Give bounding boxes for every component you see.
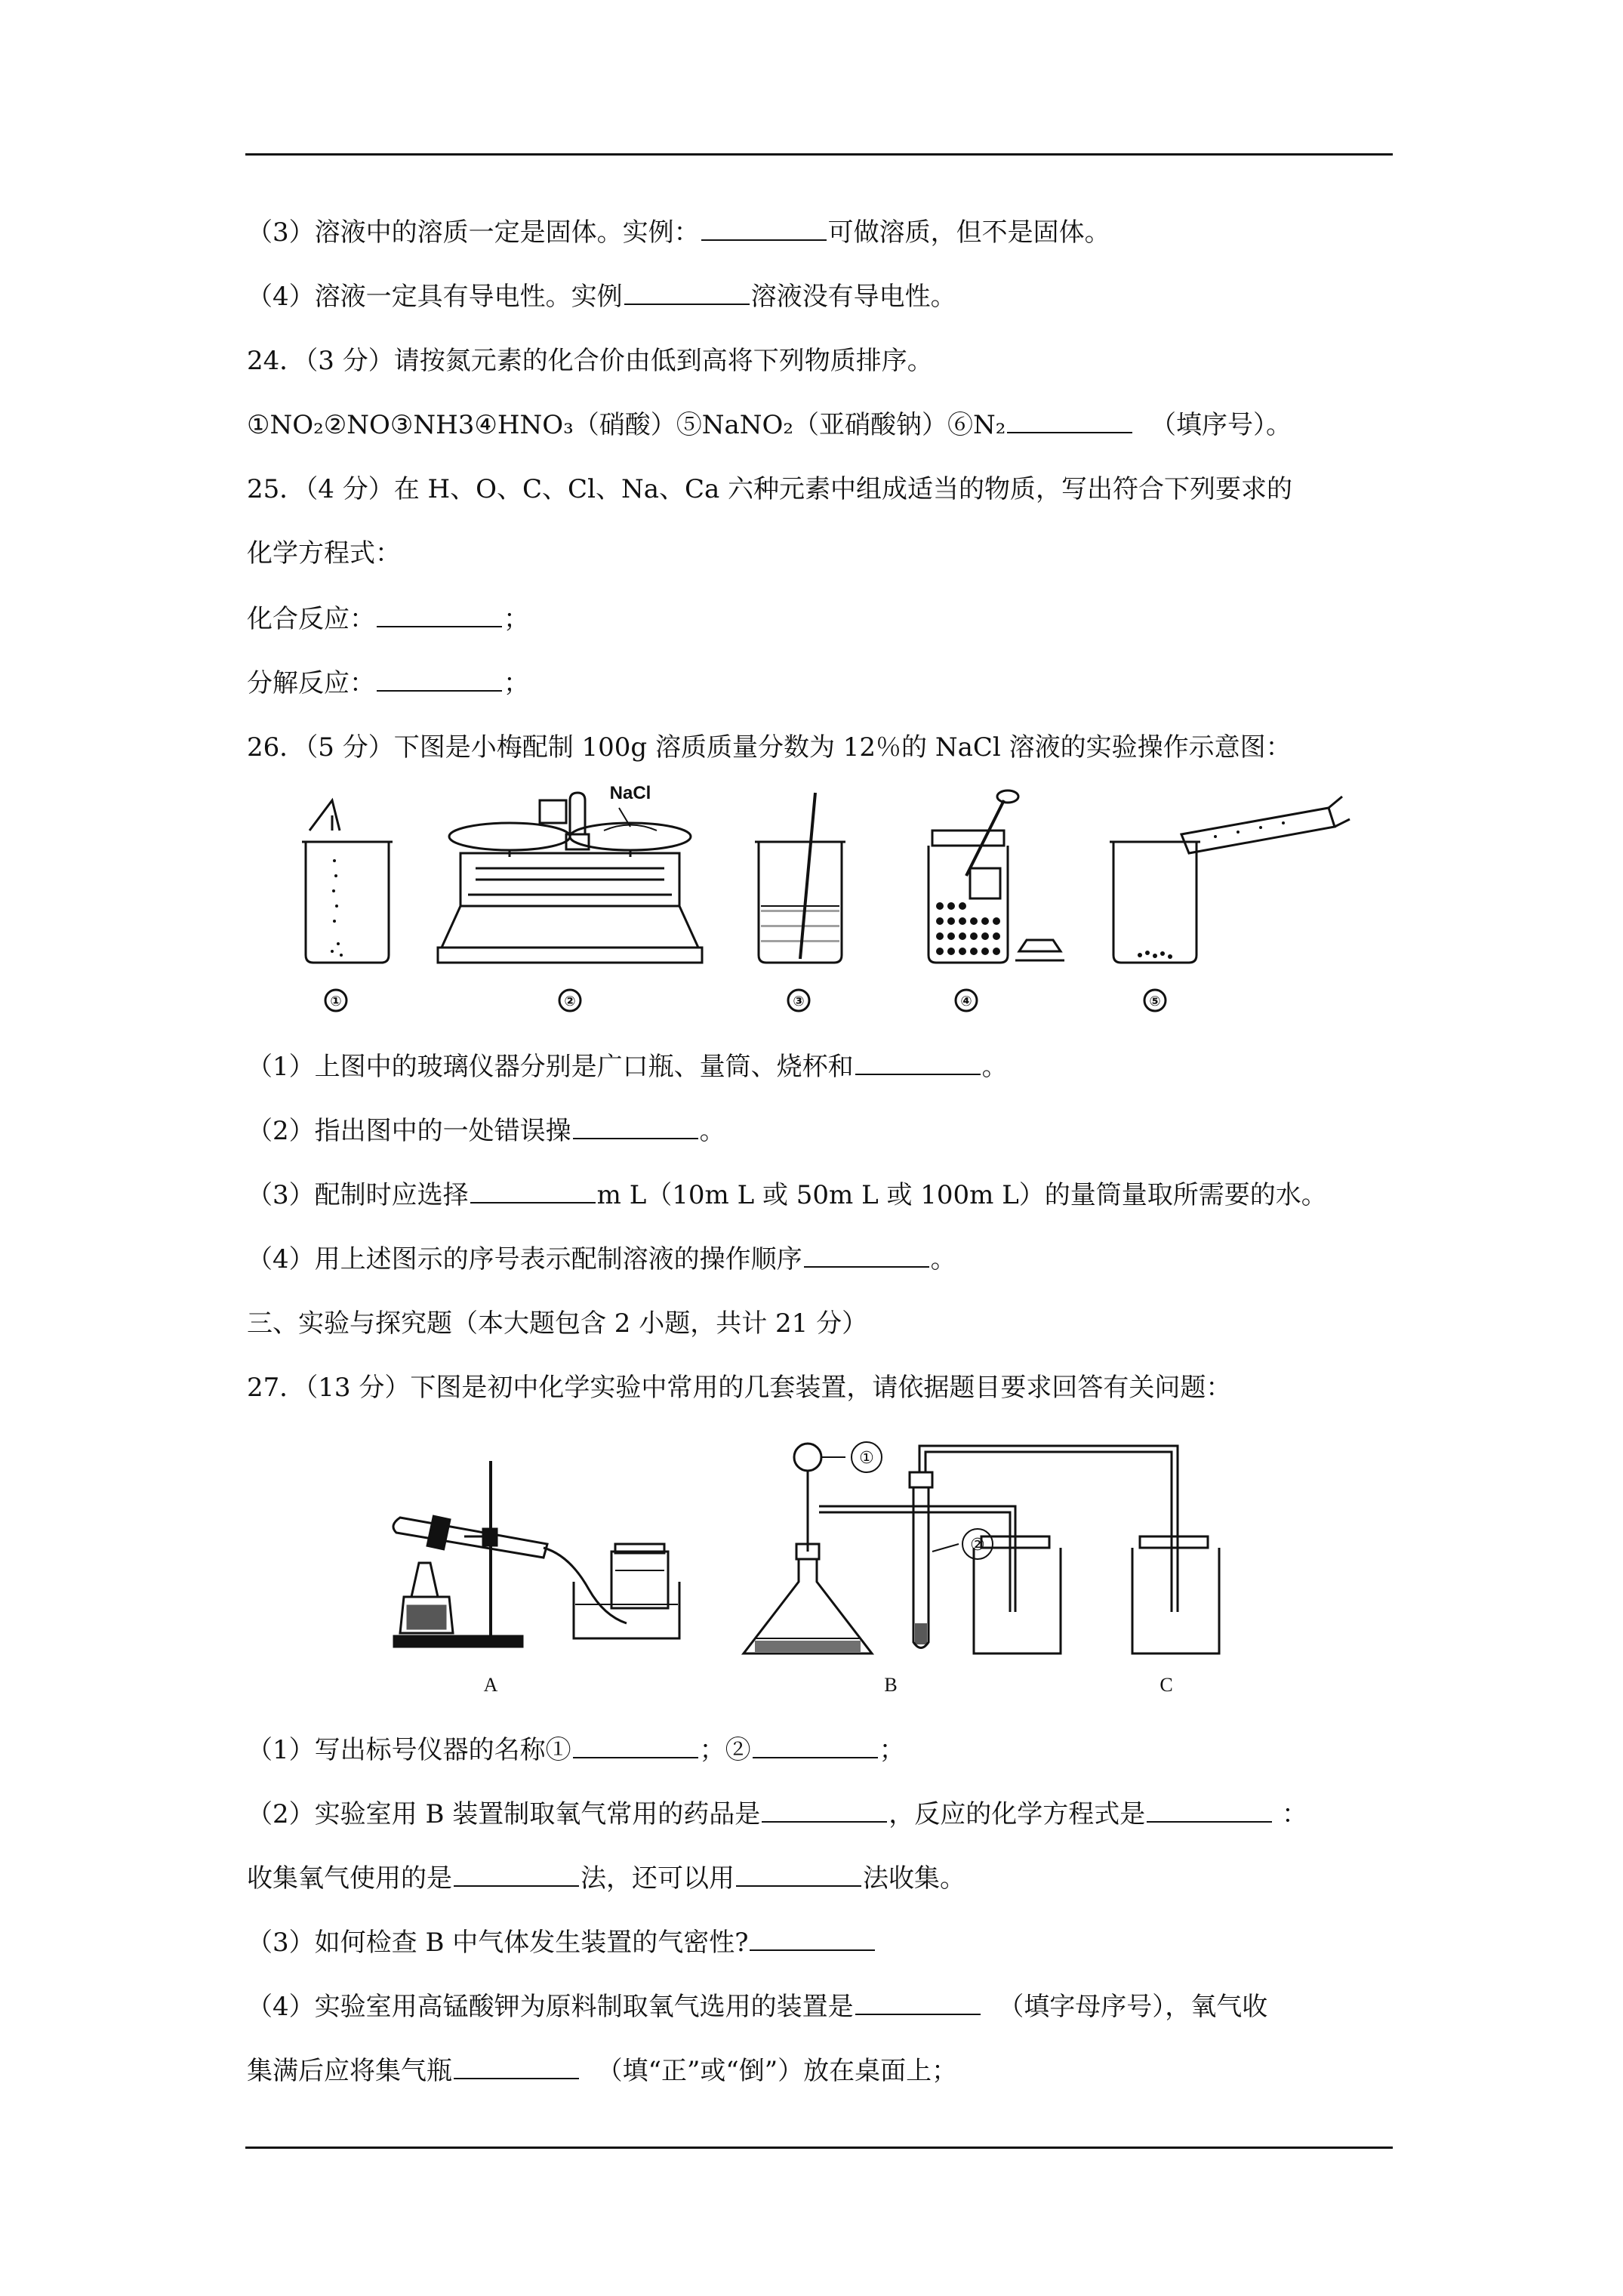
q27-item4-text: （4）实验室用高锰酸钾为原料制取氧气选用的装置是 [247, 1992, 854, 2022]
q27-item2-mid: ，反应的化学方程式是 [888, 1799, 1146, 1829]
answer-blank[interactable] [753, 1734, 878, 1758]
q26-item1-tail: 。 [981, 1052, 1008, 1082]
answer-blank[interactable] [377, 667, 502, 692]
bottom-rule [245, 2147, 1393, 2149]
q25-title [247, 472, 1292, 507]
q26-item1 [247, 1049, 1008, 1084]
section-3-text: 三、实验与探究题（本大题包含 2 小题，共计 21 分） [247, 1308, 868, 1339]
step-label-3: ③ [793, 994, 805, 1009]
q27-item1-tail: ； [879, 1735, 905, 1765]
q26-item4 [247, 1242, 956, 1277]
nacl-label: NaCl [609, 785, 651, 803]
q27-item2-cont-mid: 法，还可以用 [581, 1863, 735, 1894]
step-label-5: ⑤ [1149, 994, 1161, 1009]
semicolon: ； [504, 604, 529, 634]
answer-blank[interactable] [1007, 409, 1132, 433]
apparatus-label-c: C [1160, 1674, 1173, 1696]
answer-blank[interactable] [377, 603, 502, 627]
q26-item3 [247, 1178, 1327, 1213]
q27-item2-colon: ： [1282, 1799, 1308, 1829]
figure-gas-apparatus [385, 1431, 1261, 1703]
apparatus-label-b: B [884, 1674, 898, 1696]
apparatus-label-a: A [483, 1674, 498, 1696]
q27-item4-cont-text: 集满后应将集气瓶 [247, 2056, 452, 2086]
q26-item2-tail: 。 [699, 1116, 725, 1146]
q26-item1-text: （1）上图中的玻璃仪器分别是广口瓶、量筒、烧杯和 [247, 1052, 854, 1082]
beaker-with-rod-icon [755, 793, 845, 963]
q26-item4-text: （4）用上述图示的序号表示配制溶液的操作顺序 [247, 1244, 802, 1274]
step-label-2: ② [564, 994, 576, 1009]
q25-title2 [247, 536, 401, 571]
q24-title [247, 344, 933, 378]
q25-title-text: 25．（4 分）在 H、O、C、Cl、Na、Ca 六种元素中组成适当的物质，写出符合下列要求的 [247, 474, 1293, 504]
step-label-4: ④ [960, 994, 972, 1009]
q27-item1-text: （1）写出标号仪器的名称① [247, 1735, 571, 1765]
q25-combination-label: 化合反应： [247, 604, 375, 634]
answer-blank[interactable] [624, 281, 750, 305]
callout-1: ① [859, 1449, 874, 1468]
cylinder-pouring-icon [1110, 797, 1350, 963]
answer-blank[interactable] [470, 1179, 596, 1203]
q25-decomposition [247, 666, 529, 701]
semicolon: ； [504, 668, 529, 698]
q27-item2-cont-text: 收集氧气使用的是 [247, 1863, 452, 1894]
q27-item2-cont-tail: 法收集。 [863, 1863, 965, 1894]
q26-item2 [247, 1114, 725, 1148]
step-label-1: ① [330, 994, 342, 1009]
q23-item4 [247, 279, 956, 314]
answer-blank[interactable] [573, 1115, 698, 1139]
apparatus-b-icon [744, 1444, 1061, 1653]
balance-icon [438, 793, 702, 963]
apparatus-c-icon [910, 1446, 1219, 1653]
apparatus-a-icon [393, 1461, 679, 1647]
answer-blank[interactable] [804, 1244, 929, 1268]
q27-item2-text: （2）实验室用 B 装置制取氧气常用的药品是 [247, 1799, 761, 1829]
q26-title [247, 730, 1292, 765]
answer-blank[interactable] [701, 217, 827, 241]
q23-item4-text: （4）溶液一定具有导电性。实例 [247, 282, 623, 312]
q25-combination [247, 602, 529, 636]
answer-blank[interactable] [855, 1051, 981, 1075]
q26-title-text: 26．（5 分）下图是小梅配制 100g 溶质质量分数为 12％的 NaCl 溶液的实验操作示意图： [247, 732, 1292, 763]
q23-item3 [247, 215, 1110, 250]
q27-item3 [247, 1925, 876, 1960]
q26-item3-text: （3）配制时应选择 [247, 1180, 469, 1210]
q24-items-text: ①NO₂②NO③NH3④HNO₃（硝酸）⑤NaNO₂（亚硝酸钠）⑥N₂ [247, 410, 1006, 440]
q27-item1 [247, 1733, 905, 1767]
q27-item2-cont [247, 1861, 965, 1896]
q27-item1-mid: ；② [699, 1735, 751, 1765]
answer-blank[interactable] [736, 1863, 861, 1887]
callout-2: ② [970, 1536, 985, 1555]
answer-blank[interactable] [750, 1927, 875, 1951]
answer-blank[interactable] [855, 1991, 981, 2015]
q23-item4-tail: 溶液没有导电性。 [750, 282, 956, 312]
q24-title-text: 24．（3 分）请按氮元素的化合价由低到高将下列物质排序。 [247, 346, 933, 376]
top-rule [245, 153, 1393, 156]
q23-item3-text: （3）溶液中的溶质一定是固体。实例： [247, 217, 700, 248]
answer-blank[interactable] [454, 1863, 579, 1887]
q25-title2-text: 化学方程式： [247, 538, 401, 569]
answer-blank[interactable] [573, 1734, 698, 1758]
q27-item3-text: （3）如何检查 B 中气体发生装置的气密性? [247, 1928, 749, 1958]
answer-blank[interactable] [1147, 1798, 1272, 1823]
q26-item3-tail: m L（10m L 或 50m L 或 100m L）的量筒量取所需要的水。 [596, 1180, 1327, 1210]
answer-blank[interactable] [762, 1798, 887, 1823]
q27-item2 [247, 1797, 1307, 1832]
q23-item3-tail: 可做溶质，但不是固体。 [827, 217, 1110, 248]
q24-tail: （填序号）。 [1150, 410, 1292, 440]
q27-item4-cont [247, 2054, 957, 2088]
q26-item2-text: （2）指出图中的一处错误操 [247, 1116, 571, 1146]
section-3-heading [247, 1306, 867, 1341]
beaker-with-paper-icon [302, 800, 393, 963]
q24-items [247, 408, 1292, 442]
q26-item4-tail: 。 [930, 1244, 956, 1274]
q27-item4 [247, 1989, 1267, 2024]
q25-decomposition-label: 分解反应： [247, 668, 375, 698]
q27-title [247, 1370, 1231, 1405]
q27-title-text: 27．（13 分）下图是初中化学实验中常用的几套装置，请依据题目要求回答有关问题： [247, 1373, 1232, 1403]
solid-particles [936, 902, 1000, 955]
q27-item4-tail: （填字母序号），氧气收 [998, 1992, 1268, 2022]
q27-item4-cont-tail: （填“正”或“倒”）放在桌面上； [596, 2056, 958, 2086]
figure-solution-preparation [287, 785, 1366, 1019]
answer-blank[interactable] [454, 2055, 579, 2079]
